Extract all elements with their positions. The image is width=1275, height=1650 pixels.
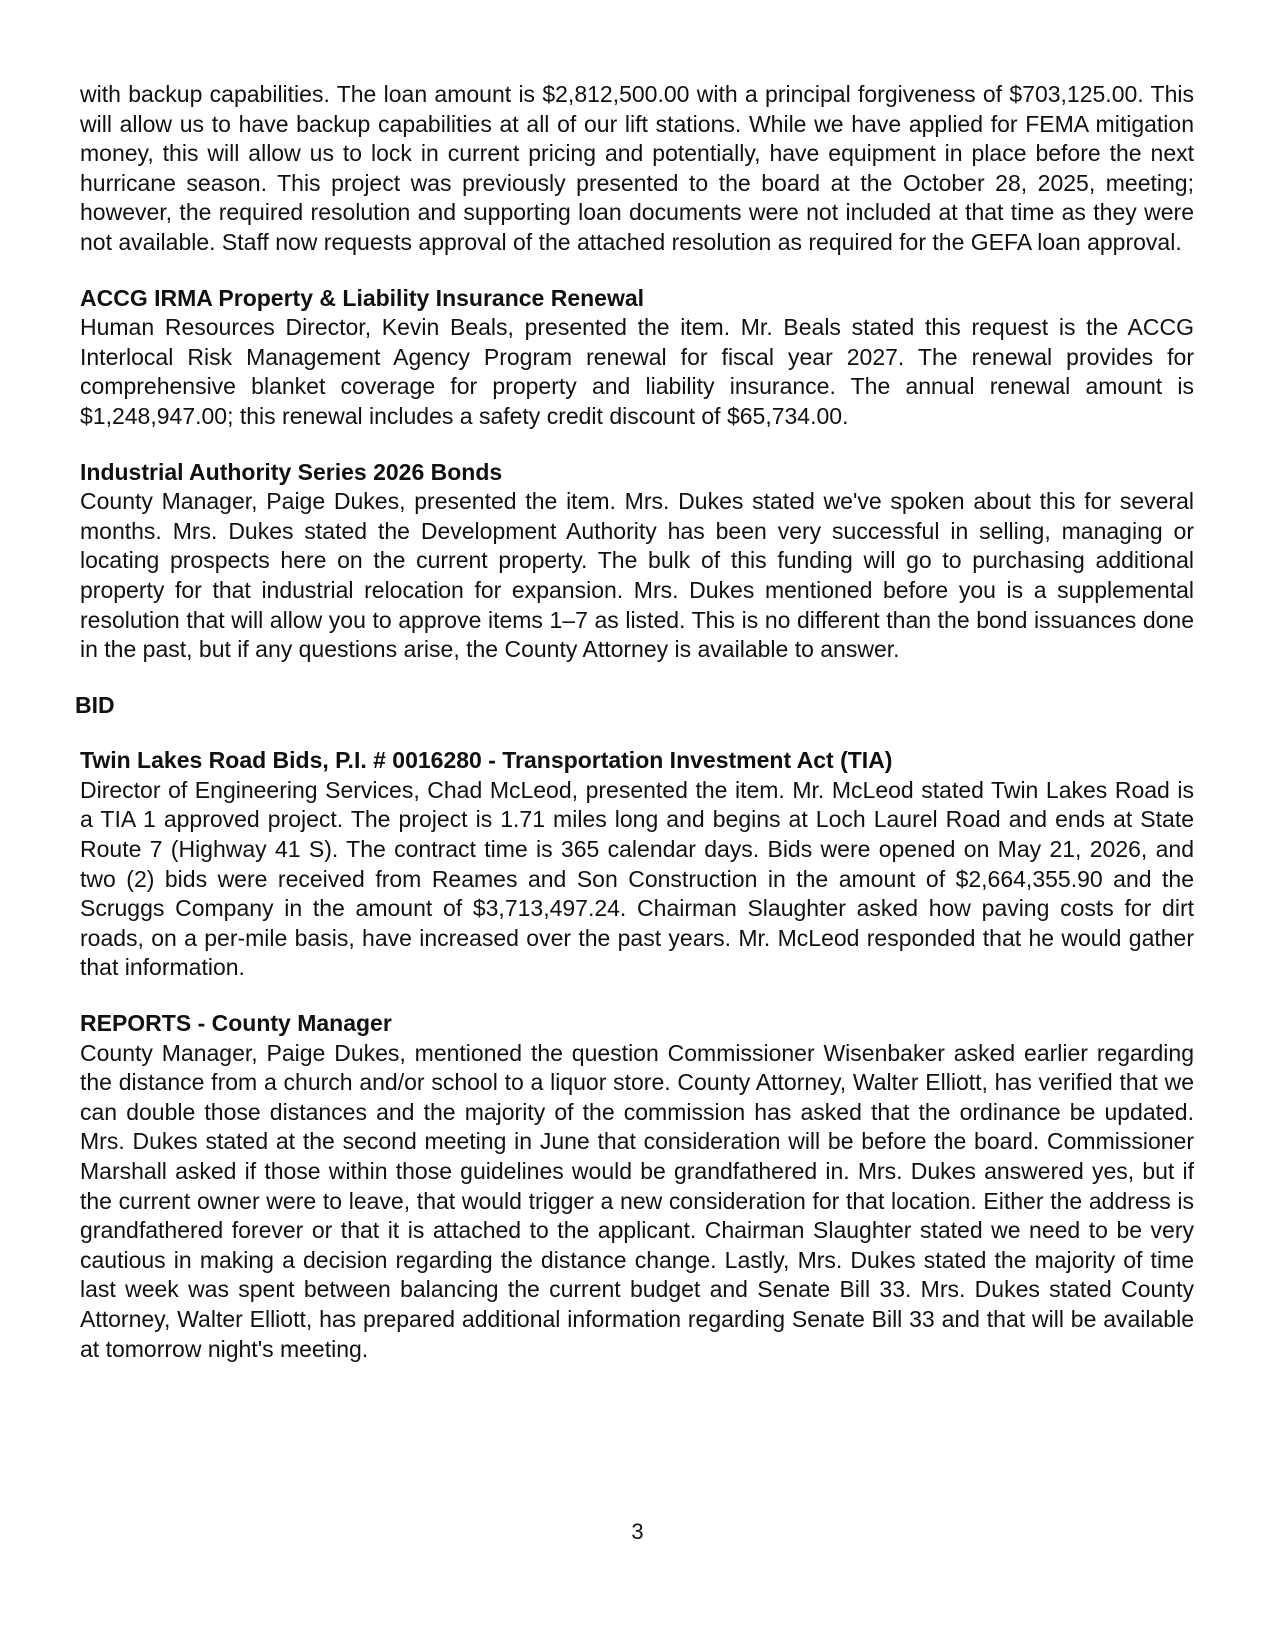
bonds-paragraph: County Manager, Paige Dukes, presented the item. Mrs. Dukes stated we've spoken about this for several months. Mrs. Dukes stated the Development Authority has been very successful in selling, managing or locating prospects here on the current property. The bulk of this funding will go to purchasing additional property for that industrial relocation for expansion. Mrs. Dukes mentioned before you is a supplemental resolution that will allow you to approve items 1–7 as listed. This is no different than the bond issuances done in the past, but if any questions arise, the County Attorney is available to answer. [80,488,1194,663]
bonds-heading: Industrial Authority Series 2026 Bonds [80,458,503,485]
twin-lakes-section [80,746,1194,983]
intro-section [80,80,1194,258]
reports-section [80,1009,1194,1364]
accg-section [80,284,1194,432]
accg-paragraph: Human Resources Director, Kevin Beals, presented the item. Mr. Beals stated this request is the ACCG Interlocal Risk Management Agency Program renewal for fiscal year 2027. The renewal provides for comprehensive blanket coverage for property and liability insurance. The annual renewal amount is $1,248,947.00; this renewal includes a safety credit discount of $65,734.00. [80,314,1194,429]
twin-lakes-heading: Twin Lakes Road Bids, P.I. # 0016280 - Transportation Investment Act (TIA) [80,747,893,774]
reports-heading: REPORTS - County Manager [80,1010,392,1037]
bid-heading: BID [75,691,115,718]
document-page [75,80,1194,1364]
bonds-section [80,458,1194,665]
intro-paragraph: with backup capabilities. The loan amount is $2,812,500.00 with a principal forgiveness of $703,125.00. This will allow us to have backup capabilities at all of our lift stations. While we have applied for FEMA mitigation money, this will allow us to lock in current pricing and potentially, have equipment in place before the next hurricane season. This project was previously presented to the board at the October 28, 2025, meeting; however, the required resolution and supporting loan documents were not included at that time as they were not available. Staff now requests approval of the attached resolution as required for the GEFA loan approval. [80,81,1194,255]
bid-section [75,691,1194,721]
accg-heading: ACCG IRMA Property & Liability Insurance Renewal [80,284,645,311]
reports-paragraph: County Manager, Paige Dukes, mentioned the question Commissioner Wisenbaker asked earlier regarding the distance from a church and/or school to a liquor store. County Attorney, Walter Elliott, has verified that we can double those distances and the majority of the commission has asked that the ordinance be updated. Mrs. Dukes stated at the second meeting in June that consideration will be before the board. Commissioner Marshall asked if those within those guidelines would be grandfathered in. Mrs. Dukes answered yes, but if the current owner were to leave, that would trigger a new consideration for that location. Either the address is grandfathered forever or that it is attached to the applicant. Chairman Slaughter stated we need to be very cautious in making a decision regarding the distance change. Lastly, Mrs. Dukes stated the majority of time last week was spent between balancing the current budget and Senate Bill 33. Mrs. Dukes stated County Attorney, Walter Elliott, has prepared additional information regarding Senate Bill 33 and that will be available at tomorrow night's meeting. [80,1039,1194,1362]
twin-lakes-paragraph: Director of Engineering Services, Chad McLeod, presented the item. Mr. McLeod stated Twin Lakes Road is a TIA 1 approved project. The project is 1.71 miles long and begins at Loch Laurel Road and ends at State Route 7 (Highway 41 S). The contract time is 365 calendar days. Bids were opened on May 21, 2026, and two (2) bids were received from Reames and Son Construction in the amount of $2,664,355.90 and the Scruggs Company in the amount of $3,713,497.24. Chairman Slaughter asked how paving costs for dirt roads, on a per-mile basis, have increased over the past years. Mr. McLeod responded that he would gather that information. [80,776,1194,981]
page-number: 3 [631,1519,644,1544]
